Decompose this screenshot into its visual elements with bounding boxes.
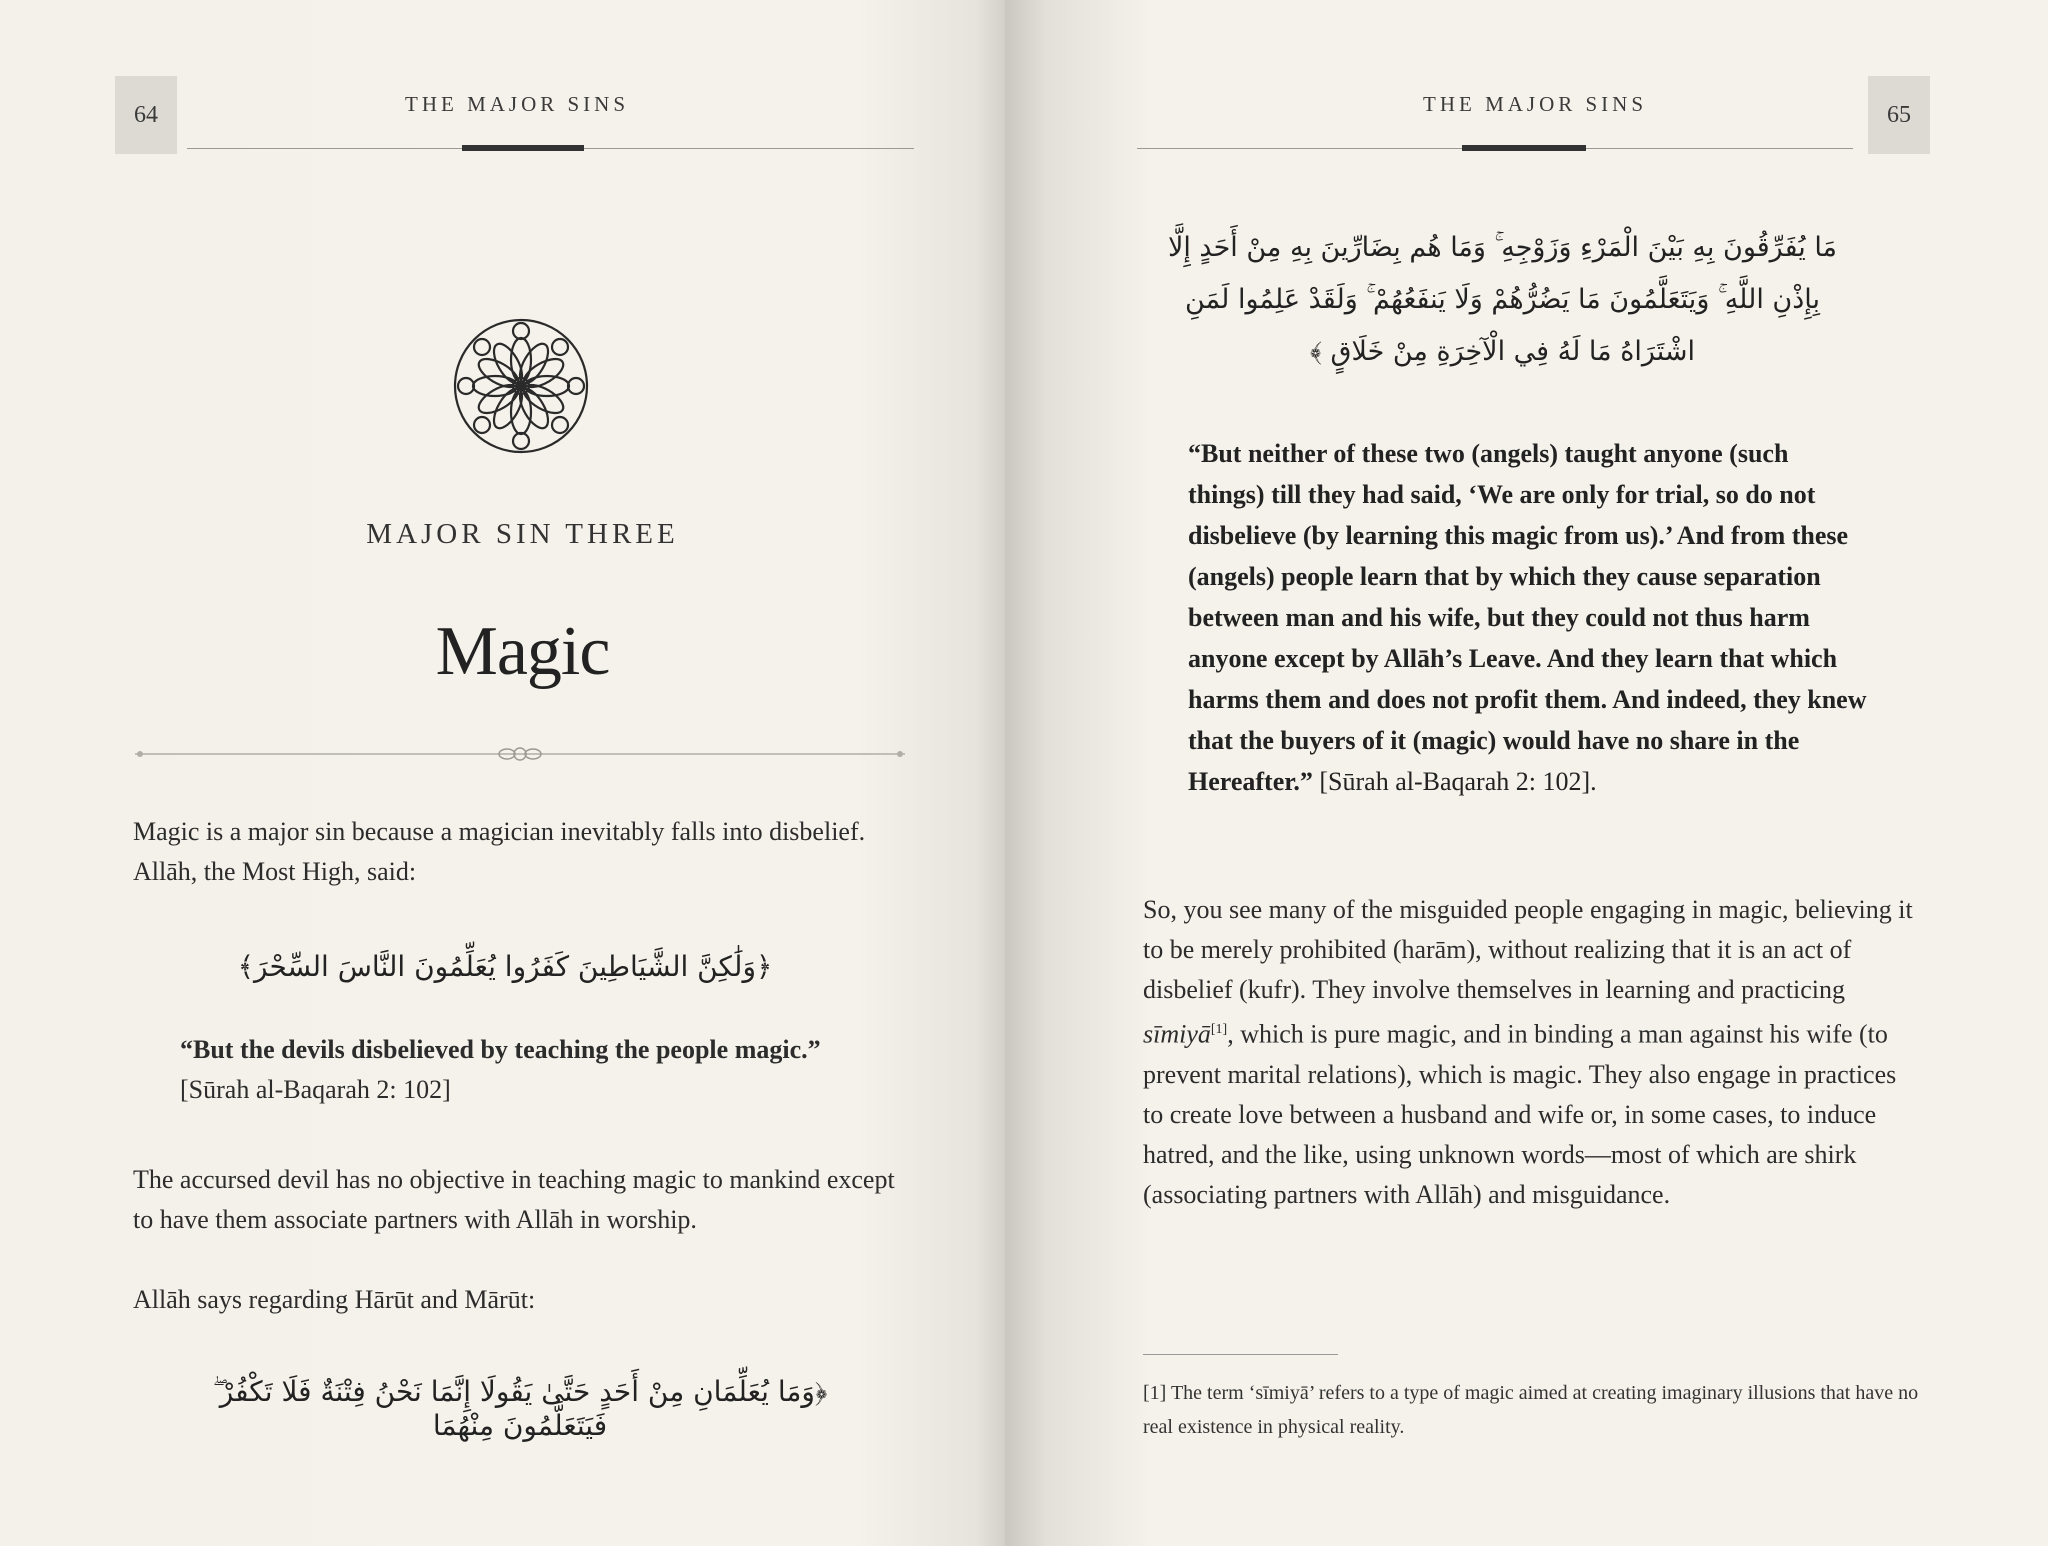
running-head: THE MAJOR SINS	[405, 92, 630, 116]
page-number: 64	[115, 76, 177, 154]
arabic-verse-2: ﴿وَمَا يُعَلِّمَانِ مِنْ أَحَدٍ حَتَّىٰ يَقُولَا إِنَّمَا نَحْنُ فِتْنَةٌ فَلَا تَكْفُرْ ۖ فَيَتَعَلَّمُونَ مِنْهُمَا	[212, 1375, 828, 1442]
arabic-verse-1: ﴿وَلَٰكِنَّ الشَّيَاطِينَ كَفَرُوا يُعَلِّمُونَ النَّاسَ السِّحْرَ﴾	[237, 950, 773, 983]
body-paragraph	[1143, 890, 1916, 1215]
body-paragraph: Allāh says regarding Hārūt and Mārūt:	[133, 1285, 536, 1314]
header-accent-bar	[1462, 145, 1586, 151]
running-head: THE MAJOR SINS	[1423, 92, 1648, 116]
chapter-title: Magic	[435, 613, 610, 690]
verse-translation-text: “But neither of these two (angels) taught anyone (such things) till they had said, ‘We are only for trial, so do not disbelieve (by learning this magic from us).’ And from these (angels) people learn that by which they cause separation between man and his wife, but they could not thus harm anyone except by Allāh’s Leave. And they learn that which harms them and does not profit them. And indeed, they knew that the buyers of it (magic) would have no share in the Hereafter.”	[1188, 439, 1867, 796]
verse-translation-2	[1188, 433, 1868, 802]
rosette-ornament-icon	[450, 315, 592, 457]
right-page	[1005, 0, 2048, 1546]
body-paragraph: The accursed devil has no objective in teaching magic to mankind except to have them associate partners with Allāh in worship.	[133, 1165, 895, 1234]
left-page	[0, 0, 1005, 1546]
ornamental-divider	[135, 742, 905, 766]
verse-reference: [Sūrah al-Baqarah 2: 102].	[1319, 767, 1597, 796]
footnote: [1] The term ‘sīmiyā’ refers to a type of magic aimed at creating imaginary illusions that have no real existence in physical reality.	[1143, 1382, 1919, 1438]
verse-translation-1	[180, 1030, 860, 1110]
page-number: 65	[1868, 76, 1930, 154]
paragraph-text: So, you see many of the misguided people engaging in magic, believing it to be merely prohibited (harām), without realizing that it is an act of disbelief (kufr). They involve themselves in learning and practicing	[1143, 895, 1913, 1004]
verse-reference: [Sūrah al-Baqarah 2: 102]	[180, 1075, 451, 1104]
term-simiya: sīmiyā	[1143, 1019, 1211, 1049]
paragraph-text: , which is pure magic, and in binding a man against his wife (to prevent marital relations), which is magic. They also engage in practices to create love between a husband and wife or, in some cases, to induce hatred, and the like, using unknown words—most of which are shirk (associating partners with Allāh) and misguidance.	[1143, 1019, 1897, 1209]
intro-paragraph: Magic is a major sin because a magician inevitably falls into disbelief. Allāh, the Most High, said:	[133, 817, 866, 886]
arabic-verse-continuation: مَا يُفَرِّقُونَ بِهِ بَيْنَ الْمَرْءِ وَزَوْجِهِ ۚ وَمَا هُم بِضَارِّينَ بِهِ مِنْ أَحَدٍ إِلَّا بِإِذْنِ اللَّهِ ۚ وَيَتَعَلَّمُونَ مَا يَضُرُّهُمْ وَلَا يَنفَعُهُمْ ۚ وَلَقَدْ عَلِمُوا لَمَنِ اشْتَرَاهُ مَا لَهُ فِي الْآخِرَةِ مِنْ خَلَاقٍ ﴾	[1167, 232, 1838, 367]
chapter-label: MAJOR SIN THREE	[366, 518, 679, 550]
verse-translation-text: “But the devils disbelieved by teaching the people magic.”	[180, 1035, 821, 1064]
footnote-mark[interactable]: [1]	[1210, 1022, 1228, 1037]
header-accent-bar	[462, 145, 584, 151]
footnote-rule	[1143, 1354, 1338, 1355]
